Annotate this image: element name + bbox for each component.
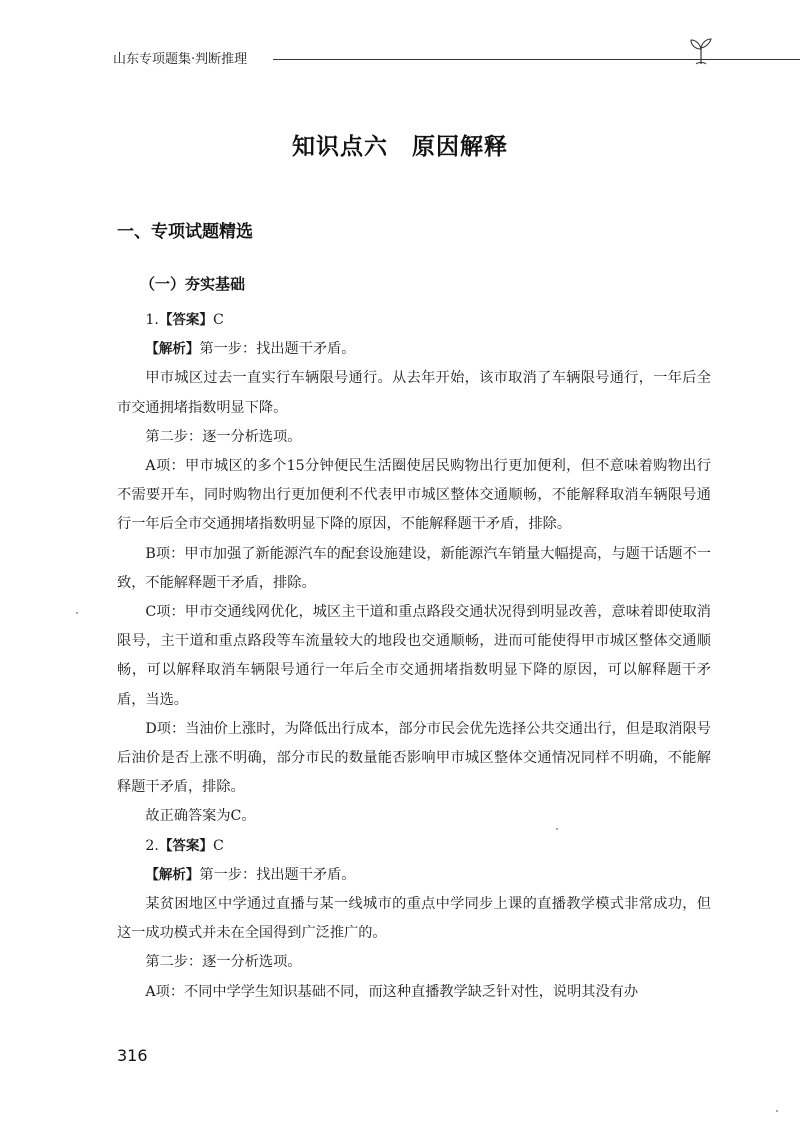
q2-analysis-tag: 【解析】 bbox=[145, 866, 200, 883]
q1-option-c: C项：甲市交通线网优化，城区主干道和重点路段交通状况得到明显改善，意味着即使取消限号，主干道和重点路段等车流量较大的地段也交通顺畅，进而可能使得甲市城区整体交通顺畅，可以解释取消车辆限号通行一年后全市交通拥堵指数明显下降的原因，可以解释题干矛盾，当选。 bbox=[117, 604, 711, 708]
q2-answer: C bbox=[212, 837, 224, 854]
q1-answer: C bbox=[212, 312, 224, 328]
q1-step1-text: 第一步：找出题干矛盾。 bbox=[199, 341, 356, 358]
q1-stem: 甲市城区过去一直实行车辆限号通行。从去年开始，该市取消了车辆限号通行，一年后全市交通拥堵指数明显下降。 bbox=[117, 370, 711, 416]
q1-option-a: A项：甲市城区的多个15分钟便民生活圈使居民购物出行更加便利，但不意味着购物出行不需要开车，同时购物出行更加便利不代表甲市城区整体交通顺畅，不能解释取消车辆限号通行一年后全市交通拥堵指数明显下降的原因，不能解释题干矛盾，排除。 bbox=[117, 458, 711, 533]
page-title: 知识点六 原因解释 bbox=[292, 134, 508, 160]
header-rule bbox=[273, 59, 800, 60]
scan-speck bbox=[776, 1110, 778, 1112]
q1-step2: 第二步：逐一分析选项。 bbox=[145, 428, 302, 445]
q1-option-b: B项：甲市加强了新能源汽车的配套设施建设，新能源汽车销量大幅提高，与题干话题不一致，不能解释题干矛盾，排除。 bbox=[117, 545, 711, 591]
q1-conclusion: 故正确答案为C。 bbox=[145, 808, 256, 825]
q1-option-d: D项：当油价上涨时，为降低出行成本，部分市民会优先选择公共交通出行，但是取消限号后油价是否上涨不明确，部分市民的数量能否影响甲市城区整体交通情况同样不明确，不能解释题干矛盾，排除。 bbox=[117, 720, 711, 796]
header-rule-dash bbox=[273, 59, 295, 60]
q2-answer-line bbox=[117, 832, 711, 861]
q2-step1 bbox=[117, 861, 711, 890]
q2-step2: 第二步：逐一分析选项。 bbox=[145, 954, 302, 971]
scan-speck bbox=[556, 828, 558, 830]
q1-answer-tag: 【答案】 bbox=[158, 312, 213, 328]
page-number: 316 bbox=[117, 1046, 148, 1065]
q1-number: 1. bbox=[145, 312, 159, 328]
q2-option-a: A项：不同中学学生知识基础不同，而这种直播教学缺乏针对性，说明其没有办 bbox=[145, 983, 639, 1000]
section-heading: 一、专项试题精选 bbox=[117, 222, 253, 242]
scan-speck bbox=[76, 612, 78, 614]
q2-number: 2. bbox=[145, 837, 159, 854]
sub-heading: （一）夯实基础 bbox=[140, 275, 246, 293]
q2-step1-text: 第一步：找出题干矛盾。 bbox=[199, 866, 356, 883]
sprout-icon bbox=[688, 36, 714, 66]
q1-step1 bbox=[117, 335, 711, 364]
running-header bbox=[113, 44, 713, 70]
q2-answer-tag: 【答案】 bbox=[158, 837, 213, 854]
body-text bbox=[117, 306, 711, 1007]
q1-answer-line bbox=[117, 306, 711, 335]
q2-stem: 某贫困地区中学通过直播与某一线城市的重点中学同步上课的直播教学模式非常成功，但这一成功模式并未在全国得到广泛推广的。 bbox=[117, 896, 711, 942]
running-title: 山东专项题集·判断推理 bbox=[113, 52, 248, 67]
q1-analysis-tag: 【解析】 bbox=[145, 341, 200, 358]
